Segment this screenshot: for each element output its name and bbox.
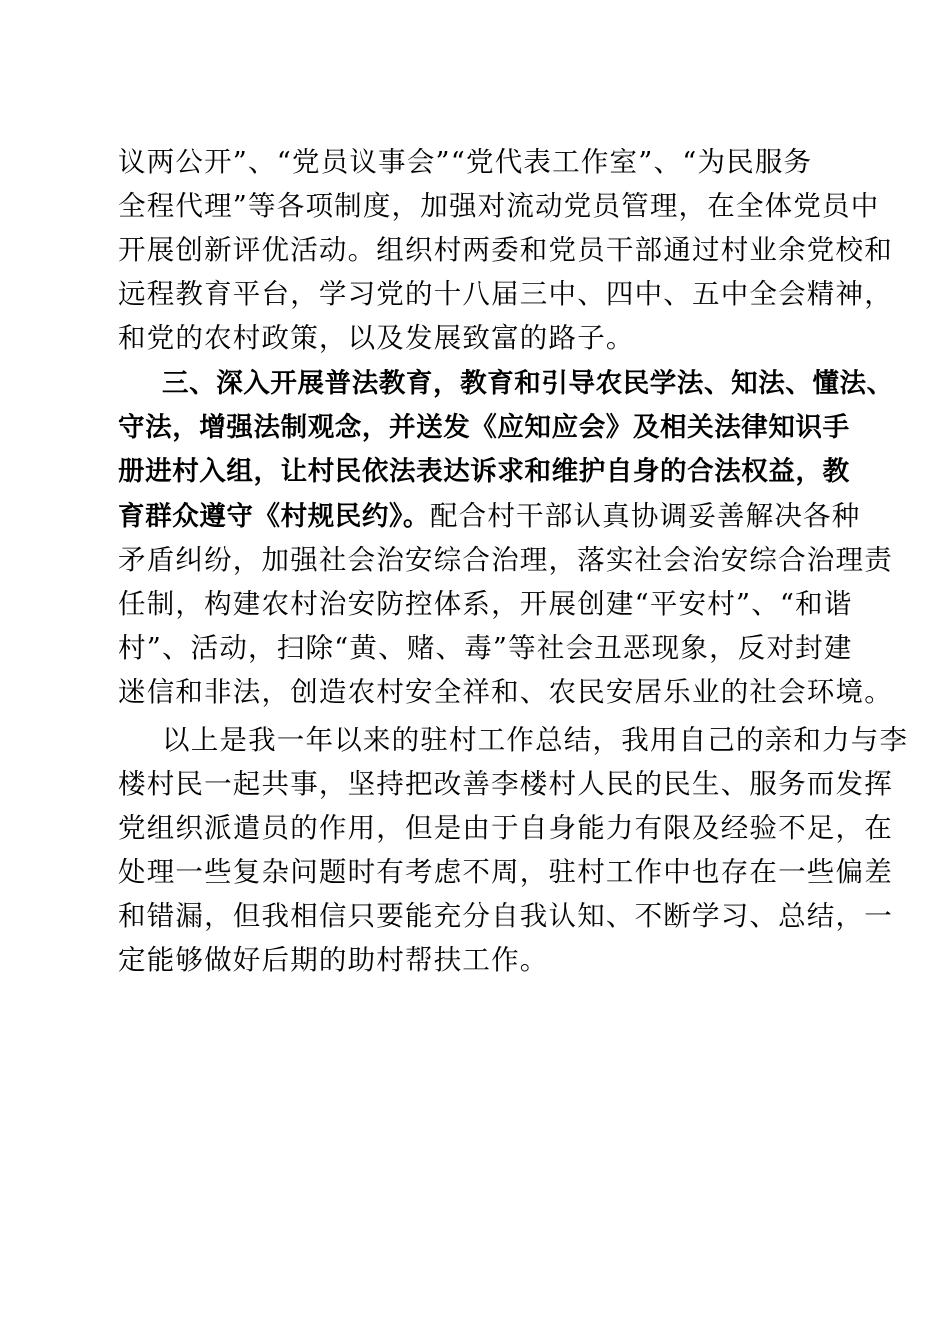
mixed-text-line <box>118 494 861 538</box>
text-line: 开展创新评优活动。组织村两委和党员干部通过村业余党校和 <box>118 234 893 266</box>
text-line: 和党的农村政策，以及发展致富的路子。 <box>118 322 635 354</box>
section-heading-tail: 育群众遵守《村规民约》。 <box>118 501 430 532</box>
text-line: 党组织派遣员的作用，但是由于自身能力有限及经验不足，在 <box>118 812 893 844</box>
text-line: 矛盾纠纷，加强社会治安综合治理，落实社会治安综合治理责 <box>118 544 893 576</box>
text-line: 迷信和非法，创造农村安全祥和、农民安居乐业的社会环境。 <box>118 676 893 708</box>
section-heading-line: 守法，增强法制观念，并送发《应知应会》及相关法律知识手 <box>118 412 850 443</box>
text-line: 处理一些复杂问题时有考虑不周，驻村工作中也存在一些偏差 <box>118 856 893 888</box>
paragraph-summary <box>118 718 909 982</box>
text-line: 村”、活动，扫除“黄、赌、毒”等社会丑恶现象，反对封建 <box>118 632 853 664</box>
section-heading-line: 册进村入组，让村民依法表达诉求和维护自身的合法权益，教 <box>118 456 850 487</box>
section-heading-line: 三、深入开展普法教育，教育和引导农民学法、知法、懂法、 <box>162 368 894 399</box>
text-line: 议两公开”、“党员议事会”“党代表工作室”、“为民服务 <box>118 146 813 178</box>
text-line: 任制，构建农村治安防控体系，开展创建“平安村”、“和谐 <box>118 588 853 620</box>
text-line: 和错漏，但我相信只要能充分自我认知、不断学习、总结，一 <box>118 900 893 932</box>
text-line: 远程教育平台，学习党的十八届三中、四中、五中全会精神， <box>118 278 893 310</box>
text-line: 全程代理”等各项制度，加强对流动党员管理，在全体党员中 <box>118 190 880 222</box>
paragraph-party-building <box>118 140 893 360</box>
text-line: 楼村民一起共事，坚持把改善李楼村人民的民生、服务而发挥 <box>118 768 893 800</box>
text-segment: 配合村干部认真协调妥善解决各种 <box>429 500 861 532</box>
paragraph-legal-education <box>118 362 894 714</box>
text-line: 定能够做好后期的助村帮扶工作。 <box>118 944 549 976</box>
text-line: 以上是我一年以来的驻村工作总结，我用自己的亲和力与李 <box>162 724 909 756</box>
